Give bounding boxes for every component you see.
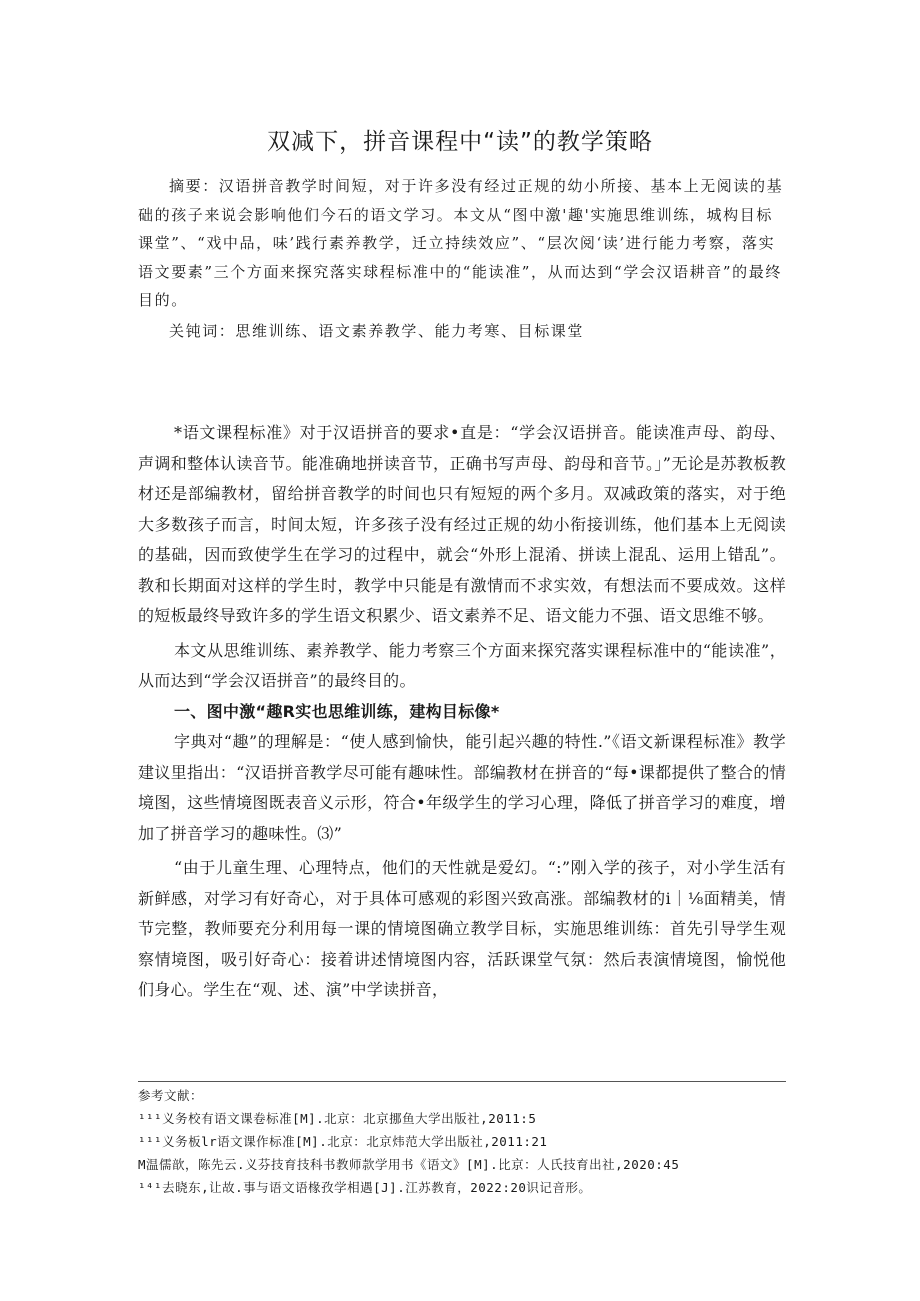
reference-item: ¹⁴¹去晓东,让故.事与语文语椽孜学相遇[J].江苏教育，2022:20识记音形。: [138, 1180, 592, 1195]
keywords-line: 关钝词：思维训练、语文素养教学、能力考寒、目标课堂: [169, 321, 585, 340]
page-title: 双减下，拼音课程中“读”的教学策略: [267, 129, 653, 156]
reference-item: ¹¹¹义务板lr语文课作标准[M].北京：北京炜范大学出版社,2011:21: [138, 1134, 548, 1149]
body-paragraph-3: 字典对“趣”的理解是：“使人感到愉快，能引起兴趣的特性.”《语文新课程标准》教学建议里指出：“汉语拼音教学尽可能有趣味性。部编教材在拼音的“每•课都提供了整合的情境图，这些情境图既表音义示形，符合•年级学生的学习心理，降低了拼音学习的难度，增加了拼音学习的趣味性。⑶”: [138, 732, 786, 843]
abstract-text: 摘要：汉语拼音教学时间短，对于许多没有经过正规的幼小所接、基本上无阅读的基础的孩子来说会影响他们今石的语文学习。本文从“图中激'趣'实施思维训练，城构目标课堂”、“戏中品，味’践行素养教学，迁立持续效应”、“层次阅‘读’进行能力考察，落实语文要素”三个方面来探究落实球程标准中的“能读准”，从而达到“学会汉语耕音”的最终目的。: [138, 177, 784, 309]
body-paragraph-2: 本文从思维训练、素养教学、能力考察三个方面来探究落实课程标准中的“能读准”，从而达到“学会汉语拼音”的最终目的。: [138, 640, 786, 690]
references-section: [138, 1084, 786, 1199]
reference-item: ¹¹¹义务校有语文课卷标准[M].北京：北京挪鱼大学出版社,2011:5: [138, 1111, 537, 1126]
footnote-divider: [138, 1081, 786, 1082]
body-section: [138, 418, 786, 1006]
abstract-section: [138, 172, 786, 345]
reference-item: M温儒歆，陈先云.义芬技育技科书教师款学用书《语文》[M].比京：人氏技育出社,2020:45: [138, 1157, 680, 1172]
section-heading-1: 一、图中激“趣R实也思维训练，建构目标像*: [174, 701, 500, 721]
body-paragraph-4: “由于儿童生理、心理特点，他们的天性就是爱幻。“:”刚入学的孩子，对小学生活有新鲜感，对学习有好奇心，对于具体可感观的彩图兴致高涨。部编教材的i｜⅛面精美，情节完整，教师要充分利用每一课的情境图确立教学目标，实施思维训练：首先引导学生观察情境图，吸引好奇心：接着讲述情境图内容，活跃课堂气氛：然后表演情境图，愉悦他们身心。学生在“观、述、演”中学读拼音，: [138, 858, 786, 999]
body-paragraph-1: *语文课程标准》对于汉语拼音的要求•直是：“学会汉语拼音。能读准声母、韵母、声调和整体认读音节。能准确地拼读音节，正确书写声母、韵母和音节。」”无论是苏教板教材还是部编教材，留给拼音教学的时间也只有短短的两个多月。双减政策的落实，对于绝大多数孩子而言，时间太短，许多孩子没有经过正规的幼小衔接训练，他们基本上无阅读的基础，因而致使学生在学习的过程中，就会“外形上混淆、拼读上混乱、运用上错乱”。教和长期面对这样的学生时，教学中只能是有激情而不求实效，有想法而不要成效。这样的短板最终导致许多的学生语文积累少、语文素养不足、语文能力不强、语文思维不够。: [138, 423, 786, 625]
references-heading: 参考文献：: [138, 1088, 204, 1103]
